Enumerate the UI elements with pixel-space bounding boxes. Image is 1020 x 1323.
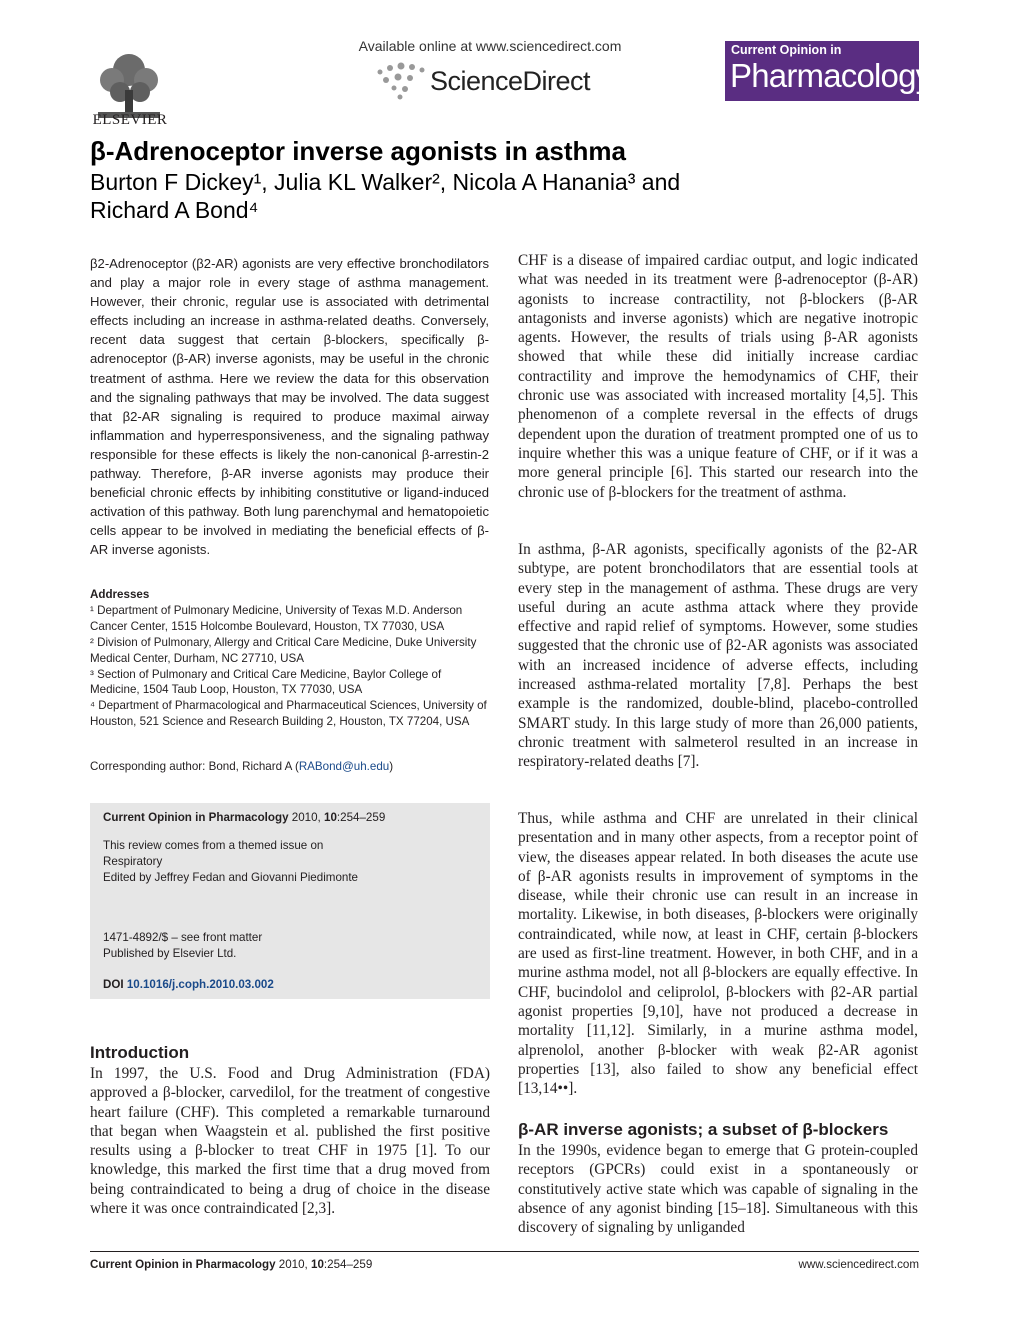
info-volume: 10: [324, 811, 337, 824]
corresponding-suffix: ): [389, 760, 394, 773]
authors-line-1: Burton F Dickey¹, Julia KL Walker², Nicola A Hanania³ and: [90, 169, 681, 195]
info-journal: Current Opinion in Pharmacology: [103, 811, 289, 824]
addresses: [90, 587, 490, 730]
author-list: [90, 168, 790, 224]
article-title: β-Adrenoceptor inverse agonists in asthma: [90, 136, 626, 166]
paragraph: Thus, while asthma and CHF are unrelated in their clinical presentation and in many other aspects, from a receptor point of view, the diseases appear related. In both diseases the acute use of β-AR agonists results in improvement of symptoms in the disease, while their chronic use can result in an increase in mortality. Likewise, in both diseases, β-blockers were originally contraindicated, while now, at least in CHF, certain β-blockers are used as first-line treatment. However, in both CHF, and in a murine asthma model, not all β-blockers are equally effective. In CHF, bucindolol and celiprolol, β-blockers with β2-AR partial agonist properties [9,10], have not produced a decrease in mortality [11,12]. Similarly, in a murine asthma model, alprenolol, another β-blocker with weak β2-AR agonist properties [13], also failed to show any beneficial effect [13,14••].: [518, 810, 918, 1098]
info-editors: Edited by Jeffrey Fedan and Giovanni Piedimonte: [103, 871, 359, 884]
address-item: ² Division of Pulmonary, Allergy and Critical Care Medicine, Duke University Medical Center, Durham, NC 27710, USA: [90, 635, 477, 665]
info-theme-line1: This review comes from a themed issue on: [103, 839, 324, 852]
info-doi: [103, 977, 274, 993]
info-issn: 1471-4892/$ – see front matter: [103, 931, 263, 944]
paragraph: CHF is a disease of impaired cardiac output, and logic indicated what was needed in its treatment were β-adrenoceptor (β-AR) agonists to increase contractility, not β-blockers (β-AR antagonists and inverse agonists) which are negative inotropic agents. However, the results of trials using β-AR agonists showed that while these did initially increase cardiac contractility and improve the hemodynamics of CHF, their chronic use was associated with increased mortality [4,5]. This phenomenon of a complete reversal in the effects of drugs dependent upon the duration of treatment prompted one of us to inquire whether this was a unique feature of CHF, or if it was a more general principle [6]. This started our research into the chronic use of β-blockers for the treatment of asthma.: [518, 252, 918, 501]
paragraph: In asthma, β-AR agonists, specifically agonists of the β2-AR subtype, are potent bronchodilators that are essential tools at every step in the management of asthma. These drugs are very useful during an acute asthma attack where they provide effective and rapid relief of symptoms. However, some studies suggested that the chronic use of β2-AR agonists was associated with an increased incidence of adverse effects, including increased asthma-related mortality [7,8]. Perhaps the best example is the randomized, double-blind, placebo-controlled SMART study. In this large study of more than 26,000 patients, chronic treatment with salmeterol resulted in an increase in respiratory-related deaths [7].: [518, 541, 918, 771]
body-paragraph-3: [518, 809, 918, 1098]
paragraph: In 1997, the U.S. Food and Drug Administration (FDA) approved a β-blocker, carvedilol, for the treatment of congestive heart failure (CHF). This completed a remarkable turnaround that began when Waagstein et al. published the first positive results using a β-blocker to treat CHF in 1975 [1]. To our knowledge, this marked the first time that a drug moved from being contraindicated to being a drug of choice in the disease where it was once contraindicated [2,3].: [90, 1065, 490, 1218]
corresponding-author: [90, 760, 490, 773]
footer-divider: [90, 1251, 919, 1252]
corresponding-prefix: Corresponding author: Bond, Richard A (: [90, 760, 299, 773]
author-email-link[interactable]: RABond@uh.edu: [298, 760, 390, 773]
abstract: β2-Adrenoceptor (β2-AR) agonists are very effective bronchodilators and play a major role in every stage of asthma management. However, their chronic, regular use is associated with detrimental effects including an increase in asthma-related deaths. Conversely, recent data suggest that certain β-blockers, specifically β-adrenoceptor (β-AR) inverse agonists, may be useful in the chronic treatment of asthma. Here we review the data for this observation and the signaling pathways that may be involved. The data suggest that β2-AR signaling is required to produce maximal airway inflammation and hyperresponsiveness, and the signaling pathway responsible for these effects is likely the non-canonical β-arrestin-2 pathway. Therefore, β-AR inverse agonists may produce their beneficial chronic effects by inhibiting constitutive or ligand-induced activation of this pathway. Both lung parenchymal and hematopoietic cells appear to be involved in mediating the beneficial effects of β-AR inverse agonists.: [90, 256, 489, 558]
info-year: 2010,: [288, 811, 324, 824]
info-citation: [103, 810, 385, 826]
section-heading-inverse-agonists: β-AR inverse agonists; a subset of β-blockers: [518, 1120, 889, 1139]
addresses-heading: Addresses: [90, 588, 150, 601]
doi-label: DOI: [103, 978, 124, 991]
footer-volume: 10: [311, 1258, 324, 1271]
address-item: ¹ Department of Pulmonary Medicine, University of Texas M.D. Anderson Cancer Center, 1515 Holcombe Boulevard, Houston, TX 77030, USA: [90, 603, 463, 633]
address-item: ³ Section of Pulmonary and Critical Care Medicine, Baylor College of Medicine, 1504 Taub Loop, Houston, TX 77030, USA: [90, 667, 442, 697]
footer-journal: Current Opinion in Pharmacology: [90, 1258, 276, 1271]
doi-link[interactable]: 10.1016/j.coph.2010.03.002: [126, 978, 274, 991]
journal-banner-top: Current Opinion in: [731, 43, 842, 57]
footer-pages: :254–259: [323, 1258, 373, 1271]
info-publisher: Published by Elsevier Ltd.: [103, 947, 237, 960]
body-paragraph-2: [518, 540, 918, 772]
address-item: ⁴ Department of Pharmacological and Pharmaceutical Sciences, University of Houston, 521 Science and Research Building 2, Houston, TX 77204, USA: [90, 699, 487, 729]
body-paragraph-1: [518, 251, 918, 502]
sciencedirect-wordmark: ScienceDirect: [430, 66, 591, 96]
authors-line-2: Richard A Bond⁴: [90, 197, 259, 223]
info-theme-line2: Respiratory: [103, 855, 163, 868]
introduction-text: [90, 1064, 490, 1218]
article-info-box: [90, 803, 490, 999]
footer-citation: [90, 1258, 372, 1271]
journal-banner: [725, 41, 932, 101]
available-online-text: Available online at www.sciencedirect.com: [358, 38, 622, 54]
info-pages: :254–259: [336, 811, 386, 824]
introduction-heading: Introduction: [90, 1043, 190, 1062]
body-paragraph-4: [518, 1141, 918, 1237]
footer-year: 2010,: [275, 1258, 311, 1271]
paragraph: In the 1990s, evidence began to emerge that G protein-coupled receptors (GPCRs) could exist in a spontaneously or constitutively active state which was capable of signaling in the absence of any agonist binding [15–18]. Simultaneous with this discovery of signaling by unliganded: [518, 1142, 918, 1237]
journal-banner-name: Pharmacology: [730, 57, 932, 94]
publisher-name: ELSEVIER: [92, 112, 168, 128]
footer-site-link[interactable]: www.sciencedirect.com: [798, 1258, 919, 1271]
